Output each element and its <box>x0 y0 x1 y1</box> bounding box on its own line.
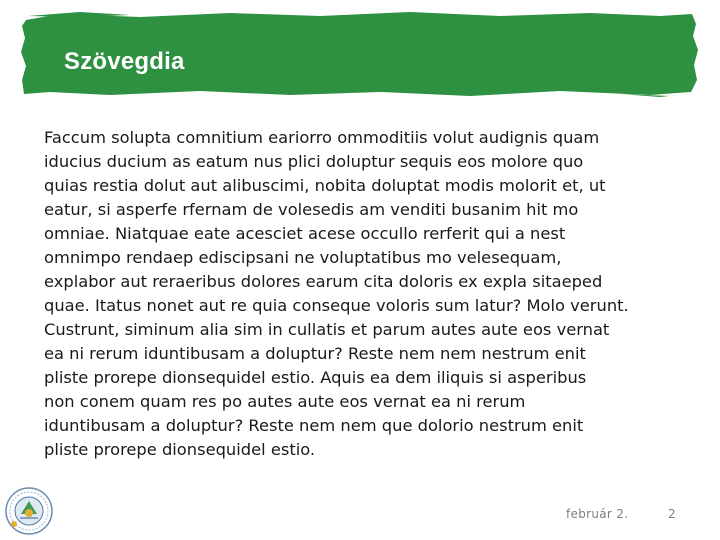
title-banner <box>20 10 700 98</box>
slide-title: Szövegdia <box>64 48 185 75</box>
footer-page-number: 2 <box>668 507 676 521</box>
institution-seal-icon <box>4 486 54 536</box>
body-paragraph: Faccum solupta comnitium eariorro ommoditiis volut audignis quam iducius ducium as eatum nus plici doluptur sequis eos molore quo quias restia dolut aut alibuscimi, nobita doluptat modis molorit et, ut eatur, si asperfe rfernam de volesedis am venditi busanim hit mo omniae. Niatquae eate acesciet acese occullo rerferit qui a nest omnimpo rendaep ediscipsani ne voluptatibus mo velesequam, explabor aut reraeribus dolores earum cita doloris ex expla sitaeped quae. Itatus nonet aut re quia conseque voloris sum latur? Molo verunt. Custrunt, siminum alia sim in cullatis et parum autes aute eos vernat ea ni rerum iduntibusam a doluptur? Reste nem nem nestrum enit pliste prorepe dionsequidel estio. Aquis ea dem iliquis si asperibus non conem quam res po autes aute eos vernat ea ni rerum iduntibusam a doluptur? Reste nem nem que dolorio nestrum enit pliste prorepe dionsequidel estio. <box>44 128 629 459</box>
footer-date: február 2. <box>566 507 629 521</box>
